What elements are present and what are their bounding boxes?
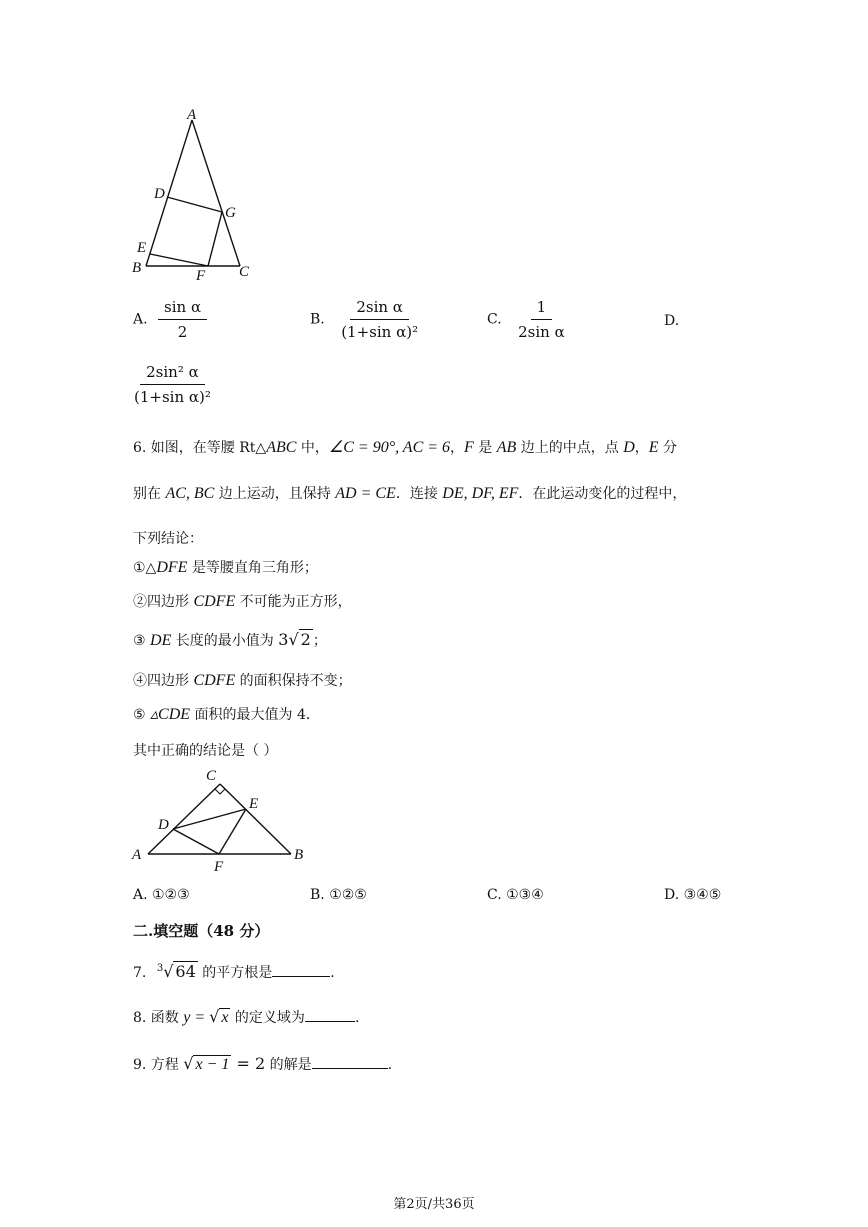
label-B: B (294, 847, 304, 863)
q6-conclusion-2: ②四边形 CDFE 不可能为正方形， (133, 593, 352, 610)
figure-triangle-square (128, 106, 263, 286)
label-E: E (137, 240, 147, 256)
q6-conclusion-3: ③ DE 长度的最小值为 3√ 2 ； (133, 630, 327, 649)
q6-option-d[interactable]: D. ③④⑤ (664, 887, 722, 903)
label-E: E (249, 796, 259, 812)
q5-option-d[interactable]: D. (664, 313, 680, 329)
label-B: B (132, 260, 142, 276)
section-title: 二.填空题（48 分） (133, 922, 270, 940)
q8-line: 8. 函数 y = √ x 的定义域为 . (133, 1007, 360, 1026)
q9-answer-blank[interactable] (312, 1054, 388, 1069)
q5-option-d-fraction: $\frac{\text{2sin² α}}{\text{(1+sin α)²}}$ (134, 363, 211, 406)
label-G: G (225, 205, 236, 221)
q6-conclusion-5: ⑤ ▵CDE 面积的最大值为 4． (133, 706, 320, 723)
q6-conclusion-4: ④四边形 CDFE 的面积保持不变； (133, 672, 352, 689)
option-c-fraction: $\frac{1}{\text{2sin α}}$ (518, 298, 565, 341)
label-D: D (158, 817, 169, 833)
q5-option-b[interactable]: B. $\frac{\text{2sin α}}{\text{(1+sin α)²}}$ (310, 298, 424, 341)
label-C: C (239, 264, 250, 280)
q6-conclusion-1: ①△DFE 是等腰直角三角形； (133, 559, 318, 576)
label-A: A (132, 847, 142, 863)
q9-line: 9. 方程 √ x − 1 = 2 的解是 . (133, 1054, 393, 1073)
q6-line-3: 下列结论： (133, 531, 203, 547)
q5-option-c[interactable]: C. $\frac{1}{\text{2sin α}}$ (487, 298, 571, 341)
label-F: F (214, 859, 224, 875)
label-F: F (196, 268, 206, 284)
q6-option-a[interactable]: A. ①②③ (133, 887, 190, 903)
q6-line-2: 别在 AC, BC 边上运动，且保持 AD = CE．连接 DE, DF, EF．在此运动变化的过程中， (133, 485, 687, 502)
q6-line-1: 6. 如图，在等腰 Rt△ABC 中，∠C = 90°, AC = 6，F 是 AB 边上的中点，点 D，E 分 (133, 439, 677, 456)
q6-option-c[interactable]: C. ①③④ (487, 887, 544, 903)
option-a-fraction: $\frac{\text{sin α}}{2}$ (158, 298, 207, 341)
q6-option-b[interactable]: B. ①②⑤ (310, 887, 367, 903)
figure-right-triangle (128, 764, 318, 876)
label-C: C (206, 768, 217, 784)
label-D: D (154, 186, 165, 202)
q6-question: 其中正确的结论是（ ） (133, 743, 278, 759)
q7-answer-blank[interactable] (272, 962, 330, 977)
q8-answer-blank[interactable] (305, 1007, 355, 1022)
q7-line: 7. $^3$√ 64 的平方根是 . (133, 962, 335, 981)
page-footer: 第2页/共36页 (393, 1197, 475, 1212)
option-b-fraction: $\frac{\text{2sin α}}{\text{(1+sin α)²}}$ (341, 298, 419, 341)
label-A: A (187, 107, 197, 123)
q5-option-a[interactable]: A. $\frac{\text{sin α}}{2}$ (133, 298, 207, 341)
